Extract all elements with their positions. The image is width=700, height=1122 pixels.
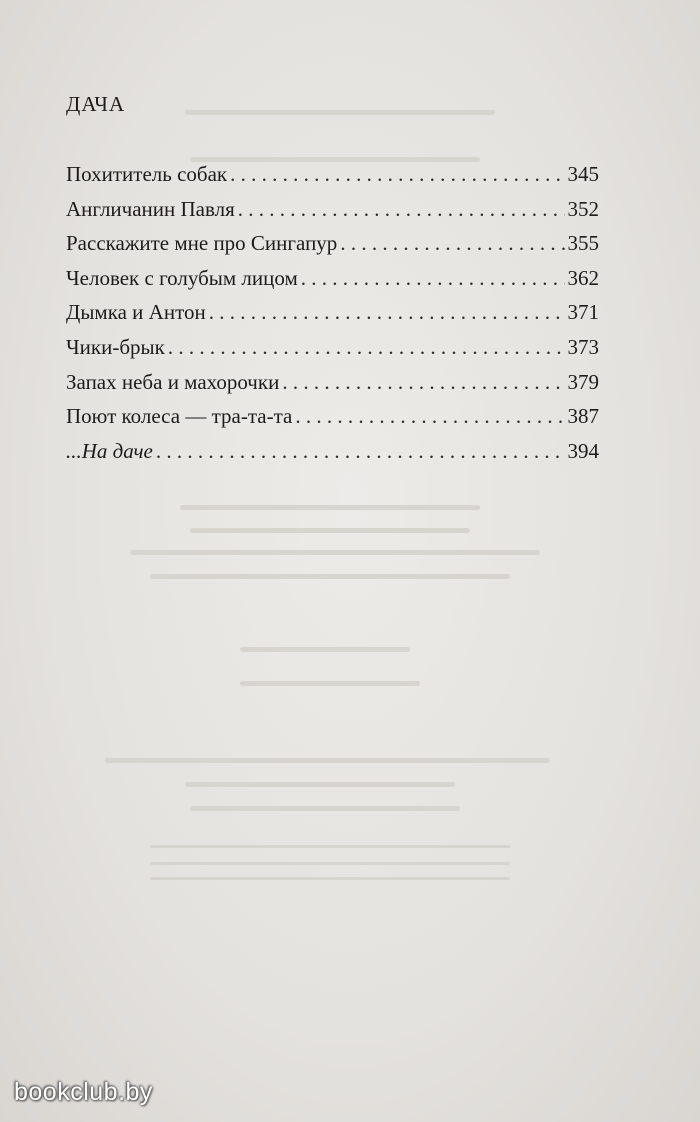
dot-leader: [282, 370, 564, 395]
toc-entry-page-number: 355: [567, 231, 599, 256]
section-title: ДАЧА: [66, 92, 126, 116]
toc-entry-title: Чики-брык: [66, 334, 165, 359]
toc-entry-page-number: 362: [567, 265, 599, 290]
dot-leader: [230, 162, 564, 187]
toc-entry-page-number: 394: [567, 438, 599, 463]
toc-entry-page-number: 352: [567, 196, 599, 221]
toc-entry: [66, 197, 599, 232]
toc-entry: [66, 439, 599, 474]
toc-entry: [66, 404, 599, 439]
toc-entry-title: ...На даче: [66, 438, 153, 463]
toc-entry-title: Поют колеса — тра-та-та: [66, 404, 293, 429]
dot-leader: [168, 335, 565, 360]
toc-entry: [66, 231, 599, 266]
dot-leader: [301, 266, 565, 291]
toc-entry-page-number: 371: [567, 300, 599, 325]
toc-entry-title: Расскажите мне про Сингапур: [66, 231, 338, 256]
watermark: bookclub.by: [14, 1078, 153, 1106]
toc-entry-title: Человек с голубым лицом: [66, 265, 298, 290]
table-of-contents: [66, 162, 599, 473]
toc-entry-title: Запах неба и махорочки: [66, 369, 280, 394]
toc-entry: [66, 300, 599, 335]
toc-entry-page-number: 379: [567, 369, 599, 394]
toc-entry-title: Англичанин Павля: [66, 196, 235, 221]
toc-entry-page-number: 373: [567, 334, 599, 359]
toc-entry: [66, 266, 599, 301]
dot-leader: [340, 231, 564, 256]
toc-entry-title: Похититель собак: [66, 162, 228, 186]
dot-leader: [295, 404, 564, 429]
toc-entry-title: Дымка и Антон: [66, 300, 206, 325]
dot-leader: [238, 197, 565, 222]
toc-entry: [66, 162, 599, 197]
dot-leader: [209, 300, 565, 325]
toc-entry: [66, 335, 599, 370]
toc-entry-page-number: 387: [567, 404, 599, 429]
toc-entry-page-number: 345: [567, 162, 599, 186]
dot-leader: [156, 439, 565, 464]
toc-entry: [66, 370, 599, 405]
